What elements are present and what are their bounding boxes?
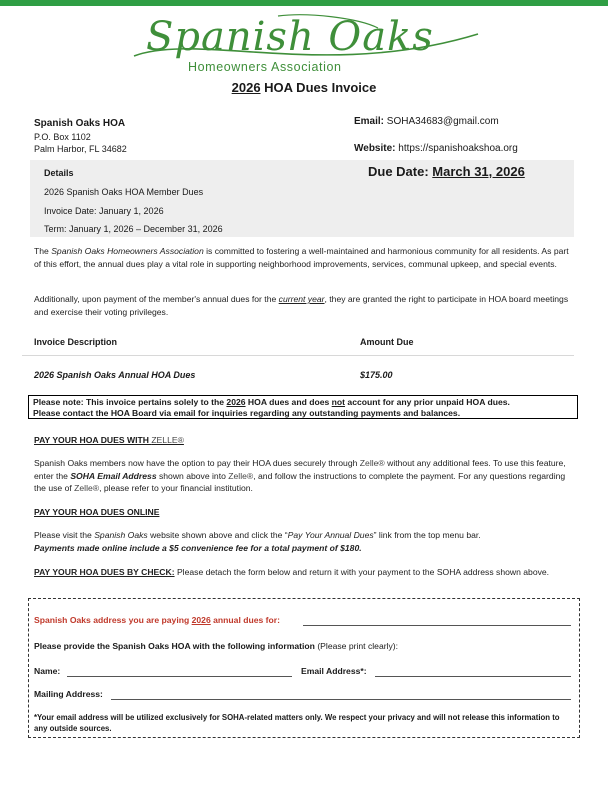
zelle-heading-brand: ZELLE®: [151, 435, 184, 445]
zelle-text-a: Spanish Oaks members now have the option to pay their HOA dues securely through: [34, 458, 360, 468]
privacy-footnote: *Your email address will be utilized exclusively for SOHA-related matters only. We respect your privacy and will not release this information to any outside sources.: [34, 713, 560, 733]
address-input-line[interactable]: [303, 625, 571, 626]
online-text-b: website shown above and click the “: [147, 530, 288, 540]
due-date: [368, 164, 525, 179]
zelle-text-d: , and follow the instructions to complete the payment. For any questions regarding the use of: [34, 470, 566, 493]
org-address-line1: P.O. Box 1102: [34, 132, 91, 142]
due-date-value: March 31, 2026: [432, 164, 525, 179]
invoice-row-description: 2026 Spanish Oaks Annual HOA Dues: [34, 370, 196, 380]
intro-p2-italic: current year: [278, 294, 325, 304]
email-value[interactable]: SOHA34683@gmail.com: [384, 116, 499, 127]
form-provide-bold: Please provide the Spanish Oaks HOA with the following information: [34, 641, 315, 651]
contact-website: [354, 143, 518, 154]
mailing-address-input-line[interactable]: [111, 699, 571, 700]
intro-p2-text-b: , they are granted the right to participate in HOA board meetings and exercise their voting privileges.: [34, 294, 569, 317]
invoice-row-amount: $175.00: [360, 370, 393, 380]
intro-p1-text-a: The: [34, 246, 52, 256]
zelle-text-c: shown above into: [156, 470, 229, 481]
intro-p2-text-a: Additionally, upon payment of the member's annual dues for the: [34, 294, 279, 304]
notice-text-a: Please note: This invoice pertains solely to the: [33, 397, 227, 407]
online-fee-note: Payments made online include a $5 convenience fee for a total payment of $180.: [34, 542, 362, 553]
check-heading: PAY YOUR HOA DUES BY CHECK:: [34, 567, 175, 577]
online-text-a: Please visit the: [34, 530, 95, 540]
zelle-bold-italic: SOHA Email Address: [70, 470, 157, 481]
form-address-label: [34, 615, 280, 625]
online-heading: PAY YOUR HOA DUES ONLINE: [34, 507, 160, 517]
zelle-text-b: without any additional fees. To use this feature, enter the: [34, 458, 566, 481]
online-text-c: ” link from the top menu bar.: [373, 530, 481, 540]
form-address-text-b: annual dues for:: [210, 615, 280, 625]
invoice-title: [0, 80, 608, 95]
email-label: Email:: [354, 116, 385, 127]
name-label: Name:: [34, 666, 61, 676]
title-text: HOA Dues Invoice: [260, 80, 377, 95]
hoa-logo: [128, 10, 488, 80]
form-address-text-a: Spanish Oaks address you are paying: [34, 615, 192, 625]
payment-form: [28, 598, 580, 738]
zelle-brand-1: Zelle®: [359, 458, 385, 468]
top-green-bar: [0, 0, 608, 6]
notice-box: [28, 395, 578, 419]
due-date-label: Due Date:: [368, 164, 433, 179]
org-address-line2: Palm Harbor, FL 34682: [34, 144, 127, 154]
notice-not: not: [331, 397, 346, 407]
online-italic-1: Spanish Oaks: [94, 530, 148, 540]
logo-subtitle: Homeowners Association: [188, 60, 342, 74]
mailing-address-label: Mailing Address:: [34, 689, 103, 699]
intro-paragraph-2: [34, 293, 574, 318]
notice-text-c: account for any prior unpaid HOA dues.: [345, 397, 510, 407]
details-line-invoice-date: Invoice Date: January 1, 2026: [44, 206, 164, 216]
check-text: Please detach the form below and return it with your payment to the SOHA address shown above.: [174, 567, 550, 577]
zelle-heading: [34, 435, 184, 445]
zelle-heading-text: PAY YOUR HOA DUES WITH: [34, 435, 152, 445]
details-line-term: Term: January 1, 2026 – December 31, 2026: [44, 224, 223, 234]
email-address-label: Email Address*:: [301, 666, 367, 676]
table-divider: [22, 355, 574, 356]
contact-email: [354, 116, 499, 127]
zelle-paragraph: [34, 457, 574, 495]
notice-line-2: Please contact the HOA Board via email for inquiries regarding any outstanding payments and balances.: [33, 408, 461, 418]
title-year: 2026: [231, 80, 261, 95]
zelle-brand-2: Zelle®: [228, 470, 254, 481]
zelle-brand-3: Zelle®: [74, 483, 100, 493]
notice-line-1: [33, 397, 573, 408]
notice-text-b: HOA dues and does: [245, 397, 332, 407]
online-italic-2[interactable]: Pay Your Annual Dues: [287, 530, 374, 540]
details-heading: Details: [44, 168, 74, 178]
col-header-description: Invoice Description: [34, 337, 118, 347]
zelle-text-e: , please refer to your financial institution.: [99, 483, 253, 493]
notice-year: 2026: [226, 397, 246, 407]
logo-script-text: Spanish Oaks: [146, 14, 434, 60]
website-link[interactable]: https://spanishoakshoa.org: [395, 143, 518, 154]
intro-p1-text-b: is committed to fostering a well-maintained and harmonious community for all residents. As part of this effort, the annual dues play a vital role in supporting neighborhood improvements, services, communal upkeep, and special events.: [34, 246, 569, 269]
form-provide-text: [34, 641, 398, 651]
intro-paragraph-1: [34, 245, 574, 270]
online-paragraph: [34, 529, 574, 554]
website-label: Website:: [354, 143, 396, 154]
details-box: [30, 160, 574, 237]
form-address-year: 2026: [191, 615, 211, 625]
intro-p1-italic: Spanish Oaks Homeowners Association: [51, 246, 204, 256]
col-header-amount: Amount Due: [360, 337, 414, 347]
check-paragraph: [34, 566, 574, 579]
org-name: Spanish Oaks HOA: [34, 118, 126, 129]
form-provide-normal: (Please print clearly):: [314, 641, 399, 651]
details-line-dues: 2026 Spanish Oaks HOA Member Dues: [44, 187, 204, 197]
name-input-line[interactable]: [67, 676, 292, 677]
email-input-line[interactable]: [375, 676, 571, 677]
